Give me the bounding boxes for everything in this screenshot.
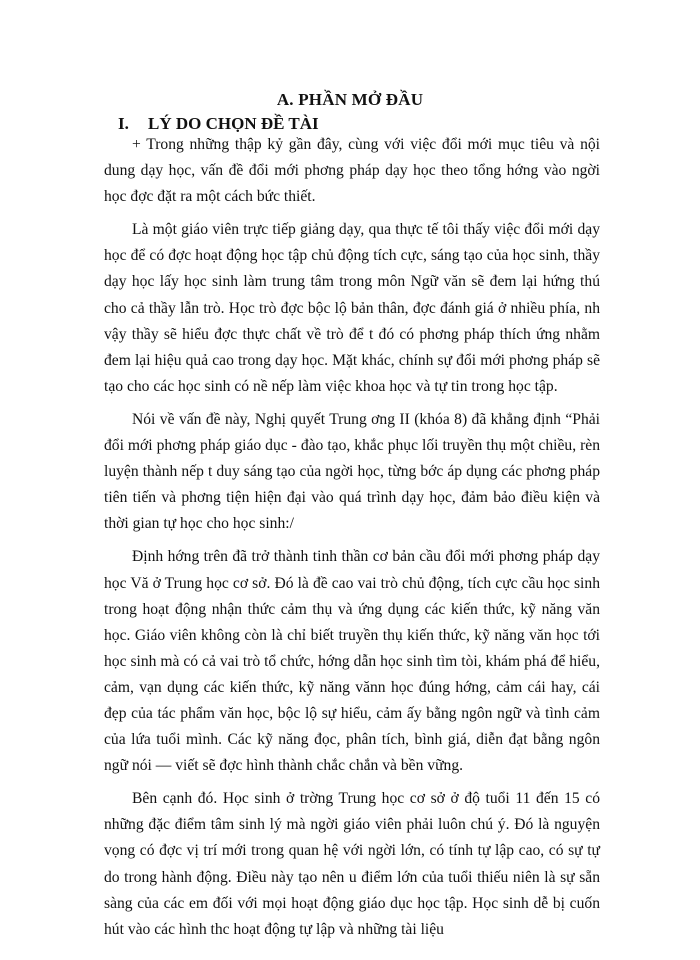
paragraph: Bên cạnh đó. Học sinh ở trờng Trung học cơ sở ở độ tuổi 11 đến 15 có những đặc điểm tâm sinh lý mà ngời giáo viên phải luôn chú ý. Đó là nguyện vọng có đợc vị trí mới trong quan hệ với ngời lớn, có tính tự lập cao, có sự tự do trong hành động. Điều này tạo nên u điểm lớn của tuổi thiếu niên là sự sẵn sàng của các em đối với mọi hoạt động giáo dục học tập. Học sinh dễ bị cuốn hút vào các hình thc hoạt động tự lập và những tài liệu — [104, 790, 600, 938]
document-body — [104, 132, 600, 950]
paragraph: Là một giáo viên trực tiếp giảng dạy, qua thực tế tôi thấy việc đổi mới dạy học để có đợc hoạt động học tập chủ động tích cực, sáng tạo của học sinh, thầy dạy học lấy học sinh làm trung tâm trong môn Ngữ văn sẽ đem lại hứng thú cho cả thầy lẫn trò. Học trò đợc bộc lộ bản thân, đợc đánh giá ở nhiều phía, nh vậy thầy sẽ hiểu đợc thực chất về trò để t đó có phơng pháp thích ứng nhằm đem lại hiệu quả cao trong dạy học. Mặt khác, chính sự đổi mới phơng pháp sẽ tạo cho các học sinh có nề nếp làm việc khoa học và tự tin trong học tập. — [104, 221, 600, 395]
section-heading — [118, 114, 319, 134]
section-title: LÝ DO CHỌN ĐỀ TÀI — [148, 114, 319, 133]
paragraph: Định hớng trên đã trở thành tinh thần cơ bản cầu đổi mới phơng pháp dạy học Vă ở Trung học cơ sở. Đó là đề cao vai trò chủ động, tích cực cầu học sinh trong hoạt động nhận thức cảm thụ và ứng dụng các kiến thức, kỹ năng văn học. Giáo viên không còn là chỉ biết truyền thụ kiến thức, kỹ năng văn học tới học sinh mà có cả vai trò tổ chức, hớng dẫn học sinh tìm tòi, khám phá để hiểu, cảm, vạn dụng các kiến thức, kỹ năng vănn học đúng hớng, cảm cái hay, cái đẹp của tác phẩm văn học, bộc lộ sự hiểu, cảm ấy bằng ngôn ngữ và tình cảm của lứa tuổi mình. Các kỹ năng đọc, phân tích, bình giá, diễn đạt bằng ngôn ngữ nói — viết sẽ đợc hình thành chắc chắn và bền vững. — [104, 548, 600, 775]
paragraph: + Trong những thập kỷ gần đây, cùng với việc đổi mới mục tiêu và nội dung dạy học, vấn đề đổi mới phơng pháp dạy học theo tổng hớng vào ngời học đợc đặt ra một cách bức thiết. — [104, 136, 600, 206]
section-number: I. — [118, 114, 129, 133]
document-title: A. PHẦN MỞ ĐẦU — [276, 90, 424, 109]
paragraph: Nói về vấn đề này, Nghị quyết Trung ơng II (khóa 8) đã khẳng định “Phải đổi mới phơng pháp giáo dục - đào tạo, khắc phục lối truyền thụ một chiều, rèn luyện thành nếp t duy sáng tạo của ngời học, từng bớc áp dụng các phơng pháp tiên tiến và phơng tiện hiện đại vào quá trình dạy học, đảm bảo điều kiện và thời gian tự học cho học sinh:/ — [104, 410, 600, 533]
